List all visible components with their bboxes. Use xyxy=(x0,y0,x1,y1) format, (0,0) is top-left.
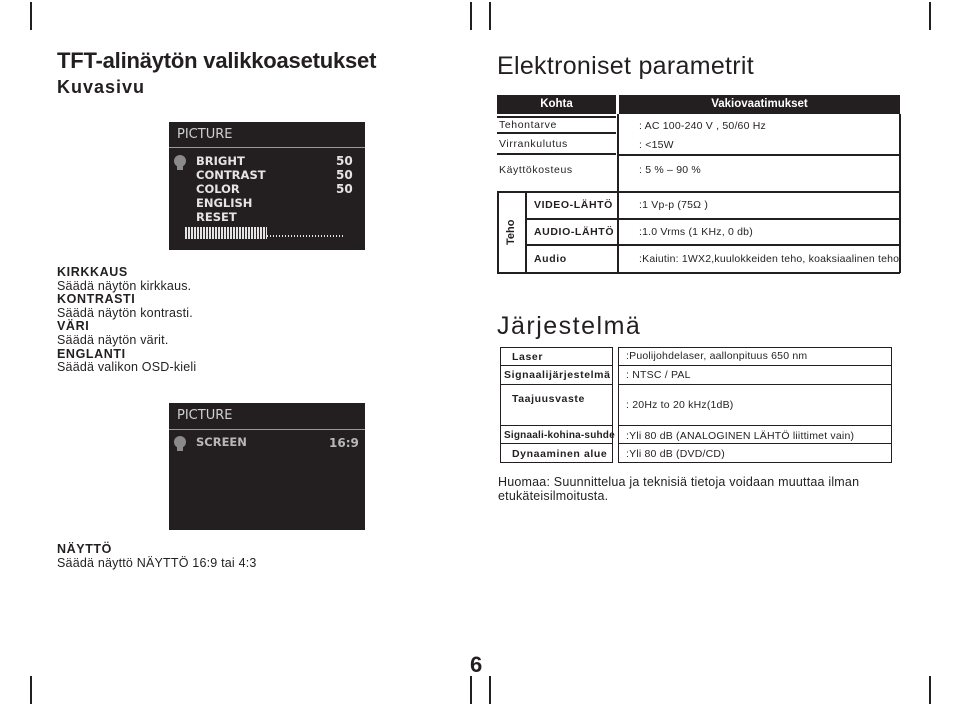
row-label: Dynaaminen alue xyxy=(512,448,608,460)
row-value: :Yli 80 dB (DVD/CD) xyxy=(626,448,725,460)
osd-picture-menu xyxy=(169,122,365,250)
note-line: Huomaa: Suunnittelua ja teknisiä tietoja voidaan muuttaa ilman xyxy=(498,475,860,489)
row-label: Virrankulutus xyxy=(499,138,568,150)
desc-head: KIRKKAUS xyxy=(57,265,128,279)
desc-text: Säädä näytön värit. xyxy=(57,332,169,347)
osd-item-color: COLOR xyxy=(196,182,240,196)
teho-label: Teho xyxy=(505,219,517,245)
row-label: Signaali-kohina-suhde xyxy=(504,430,615,441)
osd-level-bar-empty xyxy=(267,235,343,237)
section-title-system: Järjestelmä xyxy=(497,312,642,340)
osd-menu-title: PICTURE xyxy=(177,127,233,142)
desc-head: VÄRI xyxy=(57,319,90,334)
row-value: : 5 % – 90 % xyxy=(639,164,701,176)
osd-item-screen: SCREEN xyxy=(196,435,247,449)
table-header-item: Kohta xyxy=(497,95,616,114)
osd-divider xyxy=(169,429,365,430)
section-title-parameters: Elektroniset parametrit xyxy=(497,52,754,80)
osd-value-color: 50 xyxy=(336,182,353,196)
osd-menu-title: PICTURE xyxy=(177,408,233,423)
display-description xyxy=(57,543,257,570)
row-label: Käyttökosteus xyxy=(499,164,573,176)
osd-item-contrast: CONTRAST xyxy=(196,168,266,182)
bulb-icon xyxy=(174,155,186,167)
row-value: : <15W xyxy=(639,139,674,151)
desc-text: Säädä näytön kontrasti. xyxy=(57,305,193,320)
row-value: :1 Vp-p (75Ω ) xyxy=(639,199,709,211)
table-header-standard: Vakiovaatimukset xyxy=(619,95,900,114)
bulb-icon xyxy=(174,436,186,448)
row-value: :1.0 Vrms (1 KHz, 0 db) xyxy=(639,226,753,238)
osd-value-screen: 16:9 xyxy=(329,436,359,450)
page-title: TFT-alinäytön valikkoasetukset xyxy=(57,48,377,73)
row-label: Laser xyxy=(512,351,544,363)
note-line: etukäteisilmoitusta. xyxy=(498,488,609,503)
parameters-table xyxy=(497,95,900,273)
section-subtitle: Kuvasivu xyxy=(57,77,146,97)
desc-text: Säädä valikon OSD-kieli xyxy=(57,360,197,375)
row-value: :Puolijohdelaser, aallonpituus 650 nm xyxy=(626,350,808,362)
osd-item-bright: BRIGHT xyxy=(196,154,245,168)
system-table xyxy=(500,347,892,463)
crop-mark xyxy=(470,676,472,704)
row-value: :Yli 80 dB (ANALOGINEN LÄHTÖ liittimet vain) xyxy=(626,430,855,442)
row-label: Signaalijärjestelmä xyxy=(504,369,611,381)
row-label: VIDEO-LÄHTÖ xyxy=(534,199,613,211)
osd-screen-menu xyxy=(169,403,365,530)
desc-text: Säädä näyttö NÄYTTÖ 16:9 tai 4:3 xyxy=(57,555,257,570)
osd-value-contrast: 50 xyxy=(336,168,353,182)
row-label: AUDIO-LÄHTÖ xyxy=(534,226,615,238)
row-label: Tehontarve xyxy=(499,119,557,131)
spec-note xyxy=(498,476,859,503)
page-number: 6 xyxy=(470,652,483,677)
row-value: : AC 100-240 V , 50/60 Hz xyxy=(639,120,766,132)
crop-mark xyxy=(30,676,32,704)
desc-head: ENGLANTI xyxy=(57,346,126,361)
crop-mark xyxy=(30,2,32,30)
picture-descriptions xyxy=(57,266,196,375)
crop-mark xyxy=(489,2,491,30)
crop-mark xyxy=(929,2,931,30)
desc-head: NÄYTTÖ xyxy=(57,542,112,556)
crop-mark xyxy=(929,676,931,704)
osd-item-reset: RESET xyxy=(196,210,237,224)
row-label: Audio xyxy=(534,253,567,265)
desc-text: Säädä näytön kirkkaus. xyxy=(57,278,192,293)
crop-mark xyxy=(489,676,491,704)
desc-head: KONTRASTI xyxy=(57,292,136,307)
row-value: : 20Hz to 20 kHz(1dB) xyxy=(626,399,734,411)
row-label: Taajuusvaste xyxy=(512,393,585,405)
osd-divider xyxy=(169,147,365,148)
row-value: : NTSC / PAL xyxy=(626,369,691,381)
row-value: :Kaiutin: 1WX2,kuulokkeiden teho, koaksiaalinen teho xyxy=(639,253,900,265)
crop-mark xyxy=(470,2,472,30)
osd-item-english: ENGLISH xyxy=(196,196,253,210)
osd-level-bar-filled xyxy=(185,227,267,239)
osd-value-bright: 50 xyxy=(336,154,353,168)
